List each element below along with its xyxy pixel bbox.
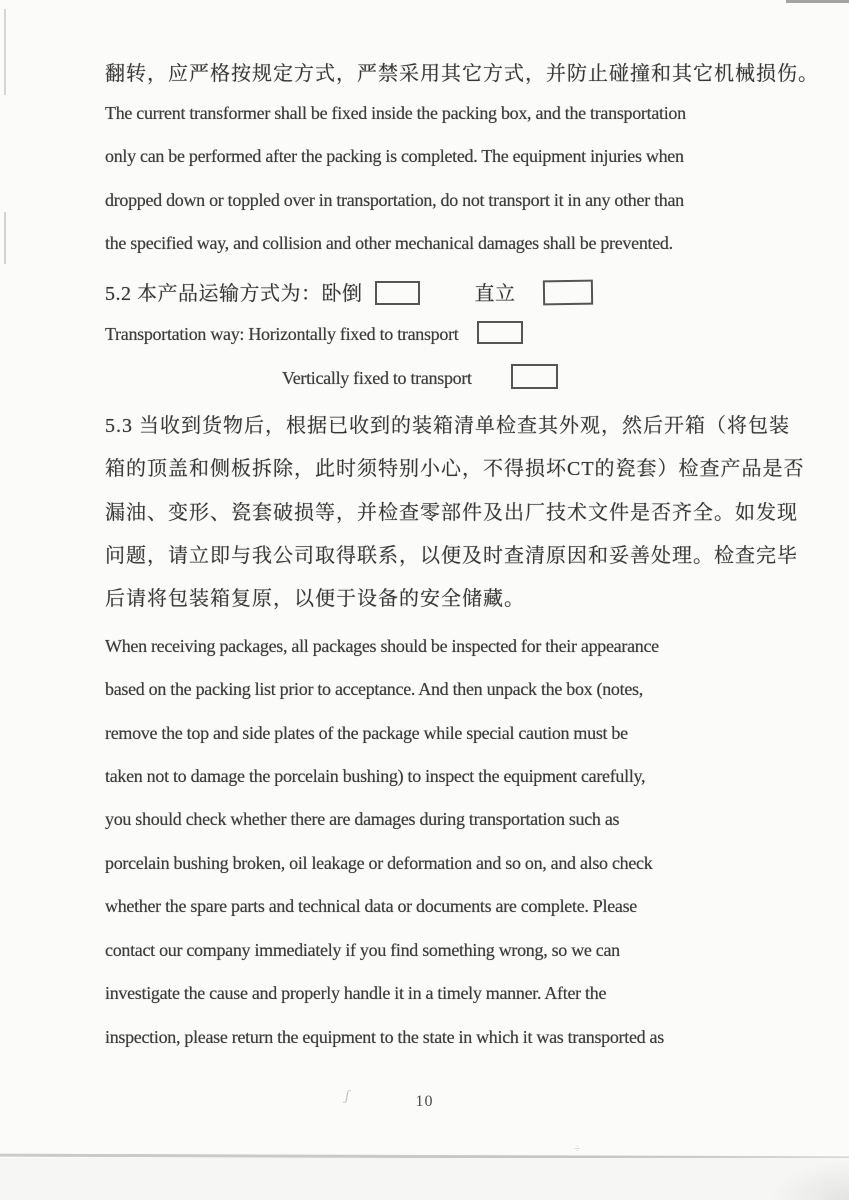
inspection-en-line-10: inspection, please return the equipment to the state in which it was transported as bbox=[105, 1027, 664, 1047]
scan-edge-artifact-left-lower bbox=[4, 212, 6, 264]
section53-zh-line-3: 漏油、变形、瓷套破损等，并检查零部件及出厂技术文件是否齐全。如发现 bbox=[105, 502, 798, 524]
checkbox-vertical-zh[interactable] bbox=[543, 280, 593, 306]
inspection-en-line-7: whether the spare parts and technical data or documents are complete. Please bbox=[105, 896, 637, 916]
inspection-en-line-5: you should check whether there are damages during transportation such as bbox=[105, 809, 620, 829]
scanner-background-strip bbox=[0, 1158, 849, 1200]
checkbox-vertical-en[interactable] bbox=[511, 364, 558, 389]
inspection-en-line-2: based on the packing list prior to acceptance. And then unpack the box (notes, bbox=[105, 679, 643, 699]
scan-corner-smudge bbox=[770, 1160, 849, 1200]
section53-zh-line-1: 5.3 当收到货物后，根据已收到的装箱清单检查其外观，然后开箱（将包装 bbox=[105, 415, 790, 437]
intro-zh-line: 翻转，应严格按规定方式，严禁采用其它方式，并防止碰撞和其它机械损伤。 bbox=[105, 63, 819, 85]
transport-way-row-zh bbox=[105, 277, 593, 306]
intro-en-line-3: dropped down or toppled over in transportation, do not transport it in any other than bbox=[105, 190, 684, 210]
scan-smudge-mark: ʃ bbox=[345, 1088, 350, 1104]
section53-zh-line-5: 后请将包装箱复原，以便于设备的安全储藏。 bbox=[105, 588, 525, 610]
intro-en-line-4: the specified way, and collision and other mechanical damages shall be prevented. bbox=[105, 233, 673, 253]
scan-edge-artifact-left-upper bbox=[4, 9, 6, 95]
inspection-en-line-6: porcelain bushing broken, oil leakage or deformation and so on, and also check bbox=[105, 853, 653, 873]
transport-way-row-en-horizontal bbox=[105, 321, 523, 345]
section53-zh-line-2: 箱的顶盖和侧板拆除，此时须特别小心，不得损坏CT的瓷套）检查产品是否 bbox=[105, 458, 805, 480]
page-number: 10 bbox=[415, 1093, 434, 1110]
inspection-en-line-4: taken not to damage the porcelain bushing) to inspect the equipment carefully, bbox=[105, 766, 646, 786]
transport-upright-label-zh: 直立 bbox=[474, 283, 516, 305]
checkbox-horizontal-en[interactable] bbox=[477, 321, 523, 344]
transport-horizontal-label-en: Transportation way: Horizontally fixed to transport bbox=[105, 324, 459, 344]
inspection-en-line-9: investigate the cause and properly handle it in a timely manner. After the bbox=[105, 983, 607, 1003]
transport-way-row-en-vertical bbox=[282, 364, 558, 389]
scan-speck: ÷ bbox=[574, 1141, 581, 1155]
intro-en-line-1: The current transformer shall be fixed inside the packing box, and the transportation bbox=[105, 103, 686, 123]
transport-way-label-zh: 5.2 本产品运输方式为：卧倒 bbox=[105, 283, 363, 305]
inspection-en-line-8: contact our company immediately if you find something wrong, so we can bbox=[105, 940, 620, 960]
intro-en-line-2: only can be performed after the packing is completed. The equipment injuries when bbox=[105, 146, 684, 166]
transport-vertical-label-en: Vertically fixed to transport bbox=[282, 368, 472, 388]
section53-zh-line-4: 问题，请立即与我公司取得联系，以便及时查清原因和妥善处理。检查完毕 bbox=[105, 545, 798, 567]
inspection-en-line-1: When receiving packages, all packages should be inspected for their appearance bbox=[105, 636, 659, 656]
inspection-en-line-3: remove the top and side plates of the package while special caution must be bbox=[105, 723, 628, 743]
checkbox-horizontal-zh[interactable] bbox=[375, 281, 420, 305]
scan-edge-artifact-top bbox=[786, 0, 849, 3]
